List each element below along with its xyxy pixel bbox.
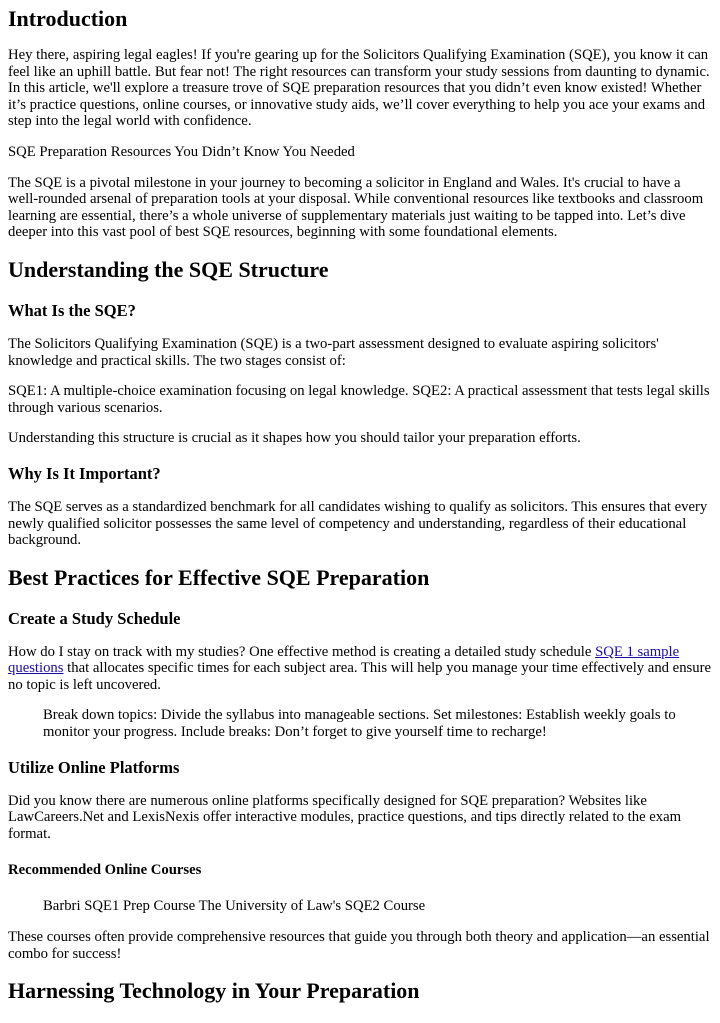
what-paragraph-2: SQE1: A multiple-choice examination focusing on legal knowledge. SQE2: A practical assessment that tests legal skills through various scenarios. bbox=[8, 383, 710, 416]
schedule-text-before: How do I stay on track with my studies? One effective method is creating a detailed study schedule bbox=[8, 643, 596, 660]
why-paragraph: The SQE serves as a standardized benchmark for all candidates wishing to qualify as solicitors. This ensures that every newly qualified solicitor possesses the same level of competency and understanding, regardless of their educational background. bbox=[8, 498, 708, 549]
article bbox=[0, 6, 720, 1003]
heading-study-schedule: Create a Study Schedule bbox=[8, 608, 181, 628]
intro-subtitle: SQE Preparation Resources You Didn’t Know You Needed bbox=[8, 143, 355, 160]
heading-harnessing-technology: Harnessing Technology in Your Preparation bbox=[8, 978, 420, 1004]
online-paragraph: Did you know there are numerous online platforms specifically designed for SQE preparation? Websites like LawCareers.Net and LexisNexis offer interactive modules, practice questions, and tips directly related to the exam format. bbox=[8, 792, 682, 842]
heading-what-is-sqe: What Is the SQE? bbox=[8, 300, 136, 320]
heading-recommended-courses: Recommended Online Courses bbox=[8, 862, 202, 879]
intro-paragraph: Hey there, aspiring legal eagles! If you're gearing up for the Solicitors Qualifying Examination (SQE), you know it can feel like an uphill battle. But fear not! The right resources can transform your study sessions from daunting to dynamic. In this article, we'll explore a treasure trove of SQE preparation resources that you didn’t even know existed! Whether it’s practice questions, online courses, or innovative study aids, we’ll cover everything to help you ace your exams and step into the legal world with confidence. bbox=[8, 47, 710, 130]
courses-blockquote: Barbri SQE1 Prep Course The University of Law's SQE2 Course bbox=[43, 898, 426, 915]
heading-best-practices: Best Practices for Effective SQE Preparation bbox=[8, 564, 430, 590]
courses-paragraph: These courses often provide comprehensive resources that guide you through both theory and application—an essential combo for success! bbox=[8, 929, 710, 962]
heading-online-platforms: Utilize Online Platforms bbox=[8, 757, 180, 777]
schedule-paragraph bbox=[8, 644, 712, 694]
heading-introduction: Introduction bbox=[8, 6, 128, 31]
schedule-text-after: that allocates specific times for each subject area. This will help you manage your time effectively and ensure no topic is left uncovered. bbox=[8, 660, 712, 693]
what-paragraph-3: Understanding this structure is crucial as it shapes how you should tailor your preparation efforts. bbox=[8, 430, 581, 447]
what-paragraph-1: The Solicitors Qualifying Examination (SQE) is a two-part assessment designed to evaluate aspiring solicitors' knowledge and practical skills. The two stages consist of: bbox=[8, 335, 659, 369]
intro-paragraph-2: The SQE is a pivotal milestone in your journey to becoming a solicitor in England and Wales. It's crucial to have a well-rounded arsenal of preparation tools at your disposal. While conventional resources like textbooks and classroom learning are essential, there’s a whole universe of supplementary materials just waiting to be tapped into. Let’s dive deeper into this vast pool of best SQE resources, beginning with some foundational elements. bbox=[8, 174, 704, 241]
schedule-blockquote: Break down topics: Divide the syllabus into manageable sections. Set milestones: Establish weekly goals to monitor your progress. Include breaks: Don’t forget to give yourself time to recharge! bbox=[43, 707, 676, 741]
heading-understanding-structure: Understanding the SQE Structure bbox=[8, 256, 329, 282]
sqe-sample-questions-link[interactable]: SQE 1 sample questions bbox=[8, 643, 680, 677]
heading-why-important: Why Is It Important? bbox=[8, 463, 161, 483]
